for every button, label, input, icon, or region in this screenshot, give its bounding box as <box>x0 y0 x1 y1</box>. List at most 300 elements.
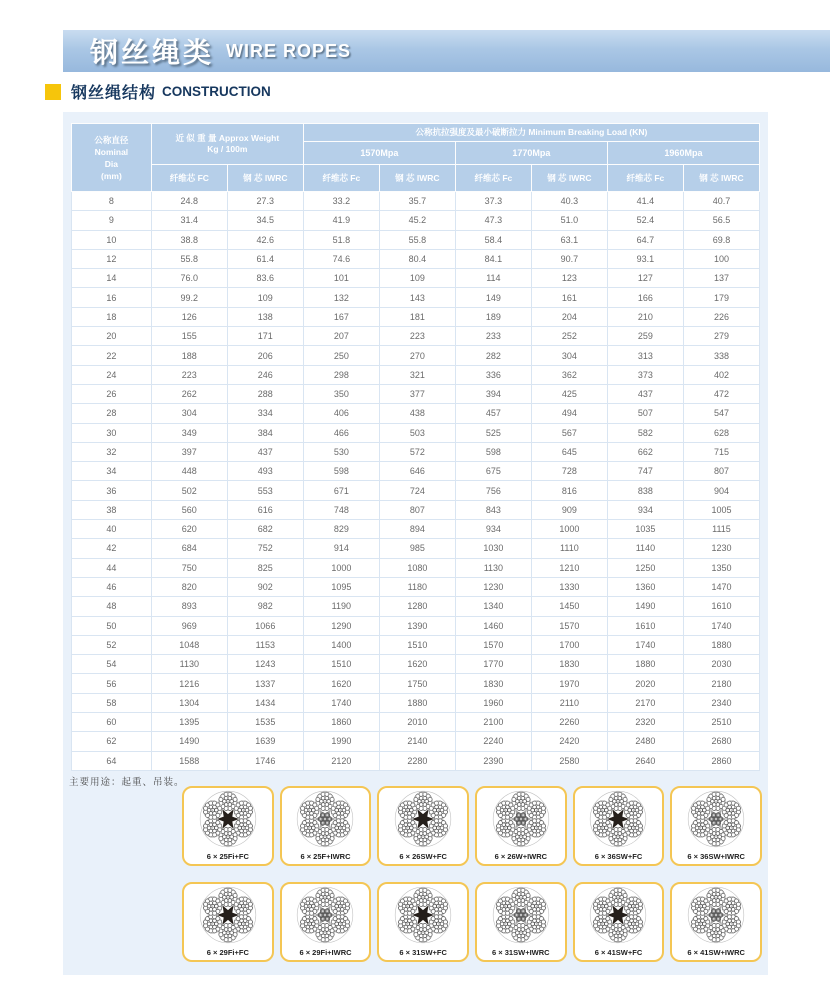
table-cell: 52 <box>72 635 152 654</box>
table-cell: 51.8 <box>303 230 379 249</box>
table-cell: 1960 <box>455 693 531 712</box>
table-cell: 40.3 <box>531 192 607 211</box>
rope-cross-section-diagram <box>492 886 550 944</box>
table-cell: 179 <box>683 288 759 307</box>
table-cell: 1400 <box>303 635 379 654</box>
table-row <box>72 520 760 539</box>
table-cell: 1030 <box>455 539 531 558</box>
table-cell: 138 <box>227 307 303 326</box>
table-cell: 167 <box>303 307 379 326</box>
table-cell: 80.4 <box>379 249 455 268</box>
table-cell: 1390 <box>379 616 455 635</box>
table-cell: 1610 <box>607 616 683 635</box>
table-cell: 1000 <box>303 558 379 577</box>
construction-cards-grid <box>182 786 762 962</box>
table-cell: 40.7 <box>683 192 759 211</box>
table-cell: 42.6 <box>227 230 303 249</box>
table-cell: 56.5 <box>683 211 759 230</box>
table-cell: 572 <box>379 442 455 461</box>
table-cell: 1610 <box>683 597 759 616</box>
table-cell: 507 <box>607 404 683 423</box>
table-cell: 1110 <box>531 539 607 558</box>
table-cell: 2120 <box>303 751 379 770</box>
table-cell: 816 <box>531 481 607 500</box>
table-cell: 2390 <box>455 751 531 770</box>
table-cell: 55.8 <box>151 249 227 268</box>
construction-label: 6 × 29Fi+FC <box>206 948 249 957</box>
table-cell: 437 <box>227 442 303 461</box>
table-cell: 46 <box>72 577 152 596</box>
table-cell: 282 <box>455 346 531 365</box>
construction-card <box>280 786 372 866</box>
table-row <box>72 384 760 403</box>
table-cell: 1250 <box>607 558 683 577</box>
table-row <box>72 597 760 616</box>
construction-label: 6 × 36SW+IWRC <box>687 852 745 861</box>
table-cell: 1130 <box>455 558 531 577</box>
section-title-en: CONSTRUCTION <box>162 84 271 99</box>
subheader-iwrc: 钢 芯 IWRC <box>379 165 455 192</box>
table-cell: 10 <box>72 230 152 249</box>
table-row <box>72 462 760 481</box>
table-cell: 843 <box>455 500 531 519</box>
table-cell: 1115 <box>683 520 759 539</box>
table-cell: 1304 <box>151 693 227 712</box>
table-cell: 662 <box>607 442 683 461</box>
table-cell: 2860 <box>683 751 759 770</box>
table-cell: 48 <box>72 597 152 616</box>
table-cell: 1330 <box>531 577 607 596</box>
table-cell: 1620 <box>379 655 455 674</box>
table-cell: 38.8 <box>151 230 227 249</box>
table-row <box>72 346 760 365</box>
table-cell: 582 <box>607 423 683 442</box>
table-cell: 425 <box>531 384 607 403</box>
table-cell: 24.8 <box>151 192 227 211</box>
table-cell: 1180 <box>379 577 455 596</box>
header-dia-line: 公称直径 <box>94 134 129 145</box>
table-cell: 2580 <box>531 751 607 770</box>
table-cell: 55.8 <box>379 230 455 249</box>
construction-card <box>475 882 567 962</box>
table-cell: 598 <box>303 462 379 481</box>
table-row <box>72 577 760 596</box>
table-cell: 1860 <box>303 713 379 732</box>
table-cell: 1005 <box>683 500 759 519</box>
table-cell: 820 <box>151 577 227 596</box>
table-cell: 27.3 <box>227 192 303 211</box>
table-cell: 45.2 <box>379 211 455 230</box>
table-cell: 161 <box>531 288 607 307</box>
table-cell: 373 <box>607 365 683 384</box>
construction-card <box>377 786 469 866</box>
table-cell: 33.2 <box>303 192 379 211</box>
table-row <box>72 230 760 249</box>
table-cell: 1230 <box>683 539 759 558</box>
table-cell: 132 <box>303 288 379 307</box>
table-cell: 349 <box>151 423 227 442</box>
rope-cross-section-diagram <box>589 886 647 944</box>
table-cell: 1750 <box>379 674 455 693</box>
table-cell: 279 <box>683 327 759 346</box>
table-cell: 982 <box>227 597 303 616</box>
table-cell: 1337 <box>227 674 303 693</box>
banner-title-en: WIRE ROPES <box>226 40 352 61</box>
table-cell: 547 <box>683 404 759 423</box>
usage-note: 主要用途：起重、吊装。 <box>69 777 185 788</box>
table-cell: 1620 <box>303 674 379 693</box>
table-cell: 60 <box>72 713 152 732</box>
table-row <box>72 442 760 461</box>
table-cell: 298 <box>303 365 379 384</box>
table-cell: 44 <box>72 558 152 577</box>
table-cell: 288 <box>227 384 303 403</box>
table-cell: 397 <box>151 442 227 461</box>
table-row <box>72 365 760 384</box>
table-cell: 63.1 <box>531 230 607 249</box>
table-cell: 350 <box>303 384 379 403</box>
table-row <box>72 249 760 268</box>
table-cell: 54 <box>72 655 152 674</box>
construction-label: 6 × 41SW+IWRC <box>687 948 745 957</box>
construction-label: 6 × 31SW+IWRC <box>492 948 550 957</box>
construction-label: 6 × 29Fi+IWRC <box>299 948 352 957</box>
construction-card <box>670 882 762 962</box>
table-cell: 902 <box>227 577 303 596</box>
table-row <box>72 655 760 674</box>
table-cell: 259 <box>607 327 683 346</box>
table-cell: 1434 <box>227 693 303 712</box>
header-grade-1770: 1770Mpa <box>455 142 607 165</box>
table-cell: 2680 <box>683 732 759 751</box>
table-cell: 1360 <box>607 577 683 596</box>
table-cell: 313 <box>607 346 683 365</box>
table-cell: 2480 <box>607 732 683 751</box>
table-cell: 750 <box>151 558 227 577</box>
table-cell: 26 <box>72 384 152 403</box>
table-cell: 1880 <box>683 635 759 654</box>
table-cell: 166 <box>607 288 683 307</box>
table-cell: 223 <box>151 365 227 384</box>
table-cell: 616 <box>227 500 303 519</box>
construction-card <box>573 786 665 866</box>
table-cell: 969 <box>151 616 227 635</box>
table-cell: 1490 <box>607 597 683 616</box>
rope-spec-table <box>71 123 760 771</box>
table-cell: 2640 <box>607 751 683 770</box>
construction-card <box>182 882 274 962</box>
table-cell: 2110 <box>531 693 607 712</box>
table-cell: 90.7 <box>531 249 607 268</box>
table-cell: 1639 <box>227 732 303 751</box>
header-dia-line: Dia <box>104 158 119 169</box>
table-cell: 204 <box>531 307 607 326</box>
table-cell: 1770 <box>455 655 531 674</box>
table-cell: 628 <box>683 423 759 442</box>
content-panel <box>63 112 768 975</box>
table-cell: 1510 <box>303 655 379 674</box>
construction-label: 6 × 26SW+FC <box>399 852 447 861</box>
table-cell: 2020 <box>607 674 683 693</box>
table-cell: 684 <box>151 539 227 558</box>
table-cell: 472 <box>683 384 759 403</box>
table-cell: 51.0 <box>531 211 607 230</box>
table-cell: 2280 <box>379 751 455 770</box>
table-cell: 1830 <box>531 655 607 674</box>
rope-cross-section-diagram <box>394 886 452 944</box>
table-cell: 62 <box>72 732 152 751</box>
table-cell: 252 <box>531 327 607 346</box>
table-cell: 1740 <box>683 616 759 635</box>
table-cell: 1990 <box>303 732 379 751</box>
table-cell: 36 <box>72 481 152 500</box>
table-cell: 502 <box>151 481 227 500</box>
table-cell: 188 <box>151 346 227 365</box>
subheader-fc: 纤维芯 Fc <box>455 165 531 192</box>
table-cell: 250 <box>303 346 379 365</box>
table-cell: 807 <box>683 462 759 481</box>
rope-cross-section-diagram <box>589 790 647 848</box>
table-cell: 1130 <box>151 655 227 674</box>
table-cell: 437 <box>607 384 683 403</box>
table-cell: 525 <box>455 423 531 442</box>
subheader-fc: 纤维芯 Fc <box>303 165 379 192</box>
table-cell: 2340 <box>683 693 759 712</box>
table-cell: 406 <box>303 404 379 423</box>
rope-cross-section-diagram <box>687 886 745 944</box>
table-cell: 8 <box>72 192 152 211</box>
table-cell: 724 <box>379 481 455 500</box>
table-cell: 20 <box>72 327 152 346</box>
table-cell: 18 <box>72 307 152 326</box>
rope-cross-section-diagram <box>492 790 550 848</box>
table-row <box>72 288 760 307</box>
table-cell: 246 <box>227 365 303 384</box>
table-cell: 1243 <box>227 655 303 674</box>
table-row <box>72 500 760 519</box>
table-cell: 137 <box>683 269 759 288</box>
table-cell: 914 <box>303 539 379 558</box>
table-cell: 30 <box>72 423 152 442</box>
table-cell: 93.1 <box>607 249 683 268</box>
table-cell: 682 <box>227 520 303 539</box>
table-cell: 1216 <box>151 674 227 693</box>
rope-cross-section-diagram <box>199 790 257 848</box>
table-cell: 32 <box>72 442 152 461</box>
construction-card <box>670 786 762 866</box>
table-cell: 38 <box>72 500 152 519</box>
table-row <box>72 693 760 712</box>
table-cell: 2140 <box>379 732 455 751</box>
table-row <box>72 674 760 693</box>
table-cell: 28 <box>72 404 152 423</box>
table-cell: 553 <box>227 481 303 500</box>
header-dia-line: Nominal <box>94 146 129 157</box>
table-cell: 715 <box>683 442 759 461</box>
table-cell: 1490 <box>151 732 227 751</box>
table-cell: 1048 <box>151 635 227 654</box>
table-row <box>72 327 760 346</box>
table-cell: 728 <box>531 462 607 481</box>
table-cell: 1140 <box>607 539 683 558</box>
table-cell: 1460 <box>455 616 531 635</box>
table-cell: 22 <box>72 346 152 365</box>
table-row <box>72 211 760 230</box>
table-cell: 985 <box>379 539 455 558</box>
table-cell: 893 <box>151 597 227 616</box>
table-cell: 560 <box>151 500 227 519</box>
table-row <box>72 539 760 558</box>
table-row <box>72 751 760 770</box>
table-cell: 61.4 <box>227 249 303 268</box>
construction-label: 6 × 31SW+FC <box>399 948 447 957</box>
table-row <box>72 481 760 500</box>
subheader-iwrc: 钢 芯 IWRC <box>227 165 303 192</box>
table-cell: 752 <box>227 539 303 558</box>
table-cell: 56 <box>72 674 152 693</box>
table-cell: 99.2 <box>151 288 227 307</box>
table-cell: 109 <box>227 288 303 307</box>
table-row <box>72 713 760 732</box>
table-cell: 1340 <box>455 597 531 616</box>
header-weight-line1: 近 似 重 量 Approx Weight <box>175 133 280 143</box>
table-cell: 1740 <box>303 693 379 712</box>
table-cell: 2510 <box>683 713 759 732</box>
table-cell: 64 <box>72 751 152 770</box>
table-cell: 1880 <box>607 655 683 674</box>
construction-card <box>182 786 274 866</box>
table-cell: 1746 <box>227 751 303 770</box>
table-cell: 16 <box>72 288 152 307</box>
table-cell: 35.7 <box>379 192 455 211</box>
table-cell: 1880 <box>379 693 455 712</box>
table-row <box>72 307 760 326</box>
table-cell: 1350 <box>683 558 759 577</box>
table-row <box>72 404 760 423</box>
table-cell: 83.6 <box>227 269 303 288</box>
table-cell: 42 <box>72 539 152 558</box>
table-cell: 1588 <box>151 751 227 770</box>
table-row <box>72 616 760 635</box>
table-cell: 2320 <box>607 713 683 732</box>
table-cell: 1210 <box>531 558 607 577</box>
table-cell: 620 <box>151 520 227 539</box>
table-cell: 457 <box>455 404 531 423</box>
table-cell: 262 <box>151 384 227 403</box>
table-cell: 2420 <box>531 732 607 751</box>
table-cell: 2240 <box>455 732 531 751</box>
table-cell: 530 <box>303 442 379 461</box>
table-cell: 362 <box>531 365 607 384</box>
table-cell: 31.4 <box>151 211 227 230</box>
table-cell: 207 <box>303 327 379 346</box>
table-cell: 149 <box>455 288 531 307</box>
table-cell: 807 <box>379 500 455 519</box>
header-nominal-dia <box>72 124 152 192</box>
table-cell: 1080 <box>379 558 455 577</box>
table-cell: 1830 <box>455 674 531 693</box>
table-cell: 50 <box>72 616 152 635</box>
construction-label: 6 × 25Fi+FC <box>206 852 249 861</box>
table-cell: 58 <box>72 693 152 712</box>
subheader-iwrc: 钢 芯 IWRC <box>683 165 759 192</box>
table-cell: 646 <box>379 462 455 481</box>
table-row <box>72 558 760 577</box>
table-row <box>72 732 760 751</box>
table-cell: 1970 <box>531 674 607 693</box>
table-cell: 2100 <box>455 713 531 732</box>
table-cell: 34.5 <box>227 211 303 230</box>
table-cell: 494 <box>531 404 607 423</box>
table-cell: 37.3 <box>455 192 531 211</box>
section-title-zh: 钢丝绳结构 <box>71 85 157 102</box>
construction-label: 6 × 41SW+FC <box>594 948 643 957</box>
table-cell: 40 <box>72 520 152 539</box>
table-cell: 1035 <box>607 520 683 539</box>
construction-label: 6 × 36SW+FC <box>594 852 643 861</box>
rope-cross-section-diagram <box>394 790 452 848</box>
table-cell: 645 <box>531 442 607 461</box>
table-cell: 1153 <box>227 635 303 654</box>
table-cell: 675 <box>455 462 531 481</box>
construction-card <box>280 882 372 962</box>
table-cell: 1570 <box>455 635 531 654</box>
construction-label: 6 × 26W+IWRC <box>494 852 548 861</box>
table-cell: 127 <box>607 269 683 288</box>
table-cell: 2180 <box>683 674 759 693</box>
table-cell: 934 <box>455 520 531 539</box>
table-cell: 384 <box>227 423 303 442</box>
table-cell: 1000 <box>531 520 607 539</box>
table-cell: 825 <box>227 558 303 577</box>
rope-cross-section-diagram <box>296 790 354 848</box>
banner-title-zh: 钢丝绳类 <box>90 37 215 68</box>
table-cell: 334 <box>227 404 303 423</box>
table-cell: 1290 <box>303 616 379 635</box>
table-cell: 1700 <box>531 635 607 654</box>
table-cell: 143 <box>379 288 455 307</box>
table-cell: 909 <box>531 500 607 519</box>
table-cell: 2260 <box>531 713 607 732</box>
table-cell: 210 <box>607 307 683 326</box>
table-row <box>72 192 760 211</box>
table-cell: 829 <box>303 520 379 539</box>
table-cell: 304 <box>531 346 607 365</box>
table-cell: 1230 <box>455 577 531 596</box>
table-cell: 1470 <box>683 577 759 596</box>
table-cell: 100 <box>683 249 759 268</box>
table-cell: 493 <box>227 462 303 481</box>
rope-cross-section-diagram <box>199 886 257 944</box>
table-cell: 747 <box>607 462 683 481</box>
table-cell: 894 <box>379 520 455 539</box>
rope-cross-section-diagram <box>687 790 745 848</box>
table-cell: 2170 <box>607 693 683 712</box>
table-cell: 1535 <box>227 713 303 732</box>
table-cell: 1450 <box>531 597 607 616</box>
table-header <box>72 124 760 192</box>
table-cell: 338 <box>683 346 759 365</box>
table-cell: 748 <box>303 500 379 519</box>
table-cell: 12 <box>72 249 152 268</box>
table-cell: 377 <box>379 384 455 403</box>
table-cell: 336 <box>455 365 531 384</box>
table-cell: 101 <box>303 269 379 288</box>
table-cell: 402 <box>683 365 759 384</box>
table-cell: 64.7 <box>607 230 683 249</box>
rope-cross-section-diagram <box>296 886 354 944</box>
table-cell: 304 <box>151 404 227 423</box>
